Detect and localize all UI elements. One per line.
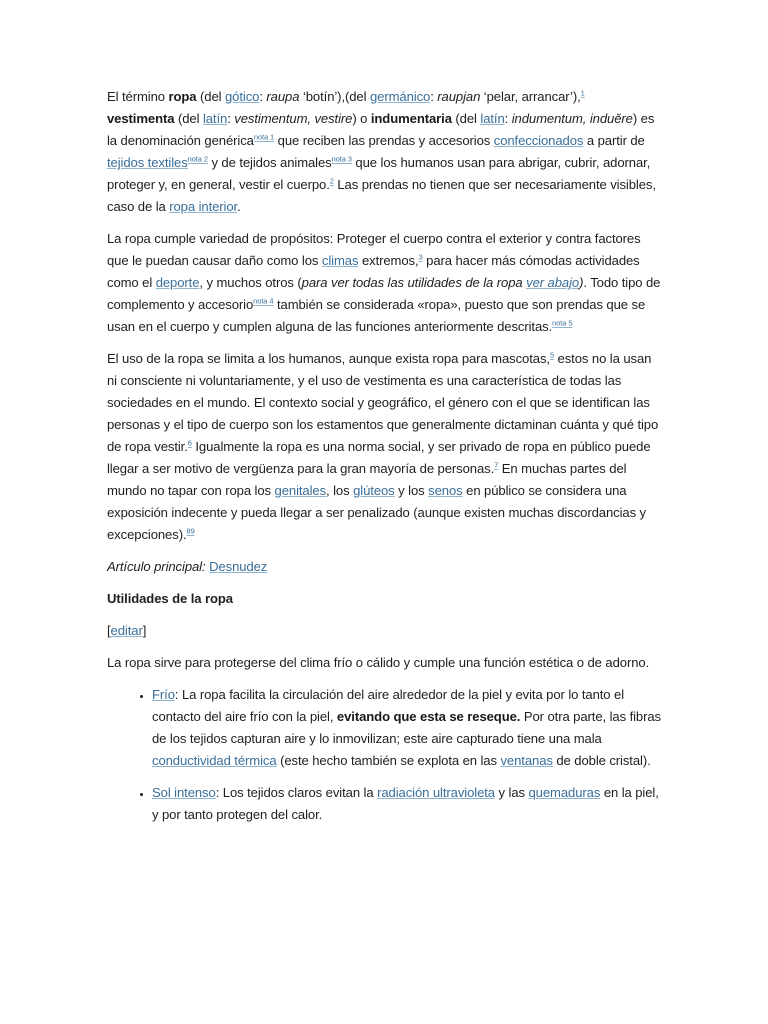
link-desnudez[interactable]: Desnudez xyxy=(209,559,268,574)
link-tejidos-textiles[interactable]: tejidos textiles xyxy=(107,155,188,170)
link-sol-intenso[interactable]: Sol intenso xyxy=(152,785,216,800)
bold-text: evitando que esta se reseque. xyxy=(336,709,521,724)
text: : xyxy=(259,89,267,104)
ref-link[interactable]: 6 xyxy=(187,438,192,448)
note-link[interactable]: nota 3 xyxy=(331,154,352,164)
link-radiacion-ultravioleta[interactable]: radiación ultravioleta xyxy=(377,785,495,800)
text: extremos, xyxy=(358,253,419,268)
text: que reciben las prendas y accesorios xyxy=(274,133,494,148)
edit-link[interactable]: editar xyxy=(110,623,143,638)
link-frio[interactable]: Frío xyxy=(152,687,175,702)
text: : xyxy=(430,89,438,104)
note-link[interactable]: nota 2 xyxy=(187,154,208,164)
list-item-sol-intenso xyxy=(152,782,663,826)
text: ) es la denominación genérica xyxy=(107,111,655,148)
ref-link[interactable]: 7 xyxy=(494,460,499,470)
article-body xyxy=(107,86,663,836)
link-genitales[interactable]: genitales xyxy=(274,483,327,498)
paragraph-purposes xyxy=(107,228,663,338)
text: , y muchos otros ( xyxy=(199,275,302,290)
link-germanico[interactable]: germánico xyxy=(369,89,431,104)
text: que los humanos usan para abrigar, cubrir, adornar, proteger y, en general, vestir el cuerpo. xyxy=(107,155,651,192)
term-ropa: ropa xyxy=(168,89,197,104)
text: : Los tejidos claros evitan la xyxy=(215,785,378,800)
text: en la piel, y por tanto protegen del calor. xyxy=(152,785,659,822)
utilities-list xyxy=(107,684,663,826)
main-article-note xyxy=(107,556,663,578)
text: (este hecho también se explota en las xyxy=(276,753,501,768)
link-latin[interactable]: latín xyxy=(480,111,505,126)
text: : La ropa facilita la circulación del aire alrededor de la piel y evita por lo tanto el contacto del aire frío con la piel, xyxy=(152,687,625,724)
link-ver-abajo[interactable]: ver abajo xyxy=(526,275,580,290)
paragraph-intro xyxy=(107,86,663,218)
text: En muchas partes del mundo no tapar con ropa los xyxy=(107,461,627,498)
note-link[interactable]: nota 5 xyxy=(552,318,573,328)
link-senos[interactable]: senos xyxy=(428,483,463,498)
link-gotico[interactable]: gótico xyxy=(224,89,260,104)
ref-8-9[interactable] xyxy=(187,527,195,536)
text: ‘botín’),(del xyxy=(299,89,370,104)
text: de doble cristal). xyxy=(552,753,651,768)
etymon-raupjan: raupjan xyxy=(437,89,481,104)
text: : xyxy=(504,111,512,126)
italic-note: para ver todas las utilidades de la ropa xyxy=(301,275,527,290)
text: también se considerada «ropa», puesto que son prendas que se usan en el cuerpo y cumplen alguna de las funciones anteriormente descritas. xyxy=(107,297,646,334)
text: en público se considera una exposición indecente y pueda llegar a ser penalizado (aunque existen muchas discordancias y excepciones). xyxy=(107,483,646,542)
link-conductividad-termica[interactable]: conductividad térmica xyxy=(152,753,277,768)
text: a partir de xyxy=(583,133,645,148)
note-3[interactable] xyxy=(332,155,352,164)
text: : xyxy=(227,111,235,126)
edit-section xyxy=(107,620,663,642)
text: , los xyxy=(326,483,354,498)
link-ropa-interior[interactable]: ropa interior xyxy=(169,199,238,214)
note-2[interactable] xyxy=(188,155,208,164)
text: Las prendas no tienen que ser necesariamente visibles, caso de la xyxy=(107,177,656,214)
link-latin[interactable]: latín xyxy=(202,111,228,126)
note-4[interactable] xyxy=(253,297,273,306)
text: El uso de la ropa se limita a los humanos, aunque exista ropa para mascotas, xyxy=(107,351,550,366)
text: ) o xyxy=(352,111,371,126)
text: Por otra parte, las fibras de los tejidos capturan aire y lo inmovilizan; este aire capturado tiene una mala xyxy=(152,709,661,746)
text: El término xyxy=(107,89,169,104)
text: y de tejidos animales xyxy=(207,155,332,170)
ref-link[interactable]: 2 xyxy=(329,176,334,186)
link-confeccionados[interactable]: confeccionados xyxy=(493,133,584,148)
text: (del xyxy=(174,111,203,126)
ref-link[interactable]: 1 xyxy=(580,88,585,98)
bracket: [ xyxy=(107,623,111,638)
link-climas[interactable]: climas xyxy=(321,253,359,268)
text: estos no la usan ni consciente ni voluntariamente, y el uso de vestimenta es una característica de todas las sociedades en el mundo. El contexto social y geográfico, el género con el que se identifican las personas y el tipo de cuerpo son los estamentos que generalmente dictaminan cuánta y qué tipo de ropa vestir. xyxy=(107,351,659,454)
list-item-frio xyxy=(152,684,663,772)
note-5[interactable] xyxy=(552,319,572,328)
etymon-vestimentum: vestimentum, vestire xyxy=(234,111,353,126)
ref-link[interactable]: 3 xyxy=(418,252,423,262)
link-gluteos[interactable]: glúteos xyxy=(353,483,395,498)
link-ventanas[interactable]: ventanas xyxy=(500,753,553,768)
etymon-raupa: raupa xyxy=(266,89,300,104)
etymon-indumentum: indumentum, induĕre xyxy=(511,111,633,126)
text: ‘pelar, arrancar’), xyxy=(480,89,581,104)
section-intro: La ropa sirve para protegerse del clima frío o cálido y cumple una función estética o de adorno. xyxy=(107,655,650,670)
ref-link[interactable]: 5 xyxy=(549,350,555,360)
ref-1[interactable] xyxy=(581,89,585,98)
note-1[interactable] xyxy=(254,133,274,142)
text: (del xyxy=(196,89,225,104)
text: para hacer más cómodas actividades como el xyxy=(107,253,640,290)
term-vestimenta: vestimenta xyxy=(107,111,175,126)
link-quemaduras[interactable]: quemaduras xyxy=(528,785,601,800)
ref-link[interactable]: 89 xyxy=(186,526,195,536)
term-indumentaria: indumentaria xyxy=(370,111,452,126)
italic-close: ) xyxy=(579,275,584,290)
link-deporte[interactable]: deporte xyxy=(155,275,200,290)
text: (del xyxy=(451,111,481,126)
paragraph-usage xyxy=(107,348,663,546)
section-heading: Utilidades de la ropa xyxy=(107,591,233,606)
note-link[interactable]: nota 4 xyxy=(253,296,274,306)
text: . Todo tipo de complemento y accesorio xyxy=(107,275,661,312)
note-link[interactable]: nota 1 xyxy=(253,132,275,142)
text: y las xyxy=(494,785,529,800)
bracket: ] xyxy=(142,623,147,638)
text: La ropa cumple variedad de propósitos: Proteger el cuerpo contra el exterior y contra factores que le puedan causar daño como los xyxy=(107,231,641,268)
main-article-label: Artículo principal: xyxy=(107,559,210,574)
text: y los xyxy=(394,483,429,498)
text: . xyxy=(237,199,241,214)
text: Igualmente la ropa es una norma social, y ser privado de ropa en público puede llegar a ser motivo de vergüenza para la gran mayoría de personas. xyxy=(107,439,651,476)
